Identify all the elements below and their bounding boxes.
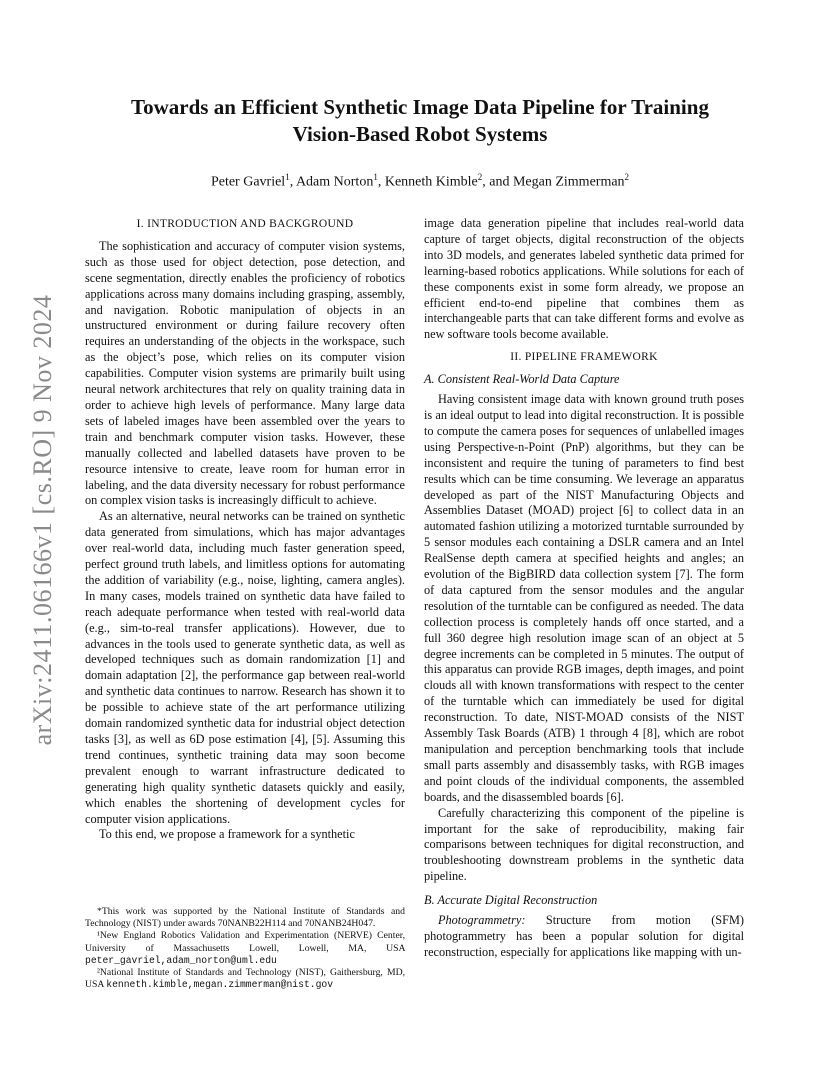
author: Kenneth Kimble <box>384 174 478 190</box>
paragraph: Carefully characterizing this component of the pipeline is important for the sake of reproducibility, making fair comparisons between techniques for digital reconstruction, and troubleshooting downstream problems in the synthetic data pipeline. <box>424 805 744 884</box>
arxiv-identifier <box>18 285 68 755</box>
author: Megan Zimmerman <box>512 174 625 190</box>
section-heading-introduction: I. INTRODUCTION AND BACKGROUND <box>136 218 354 230</box>
author-list <box>90 172 750 191</box>
author-separator: , <box>289 174 296 190</box>
paragraph-text: Structure from motion (SFM) photogrammetry has been a popular solution for digital reconstruction, especially for applications like mapping with un- <box>424 913 744 959</box>
footnote-email-1: peter_gavriel,adam_norton@uml.edu <box>85 954 277 966</box>
paper-title-line1: Towards an Efficient Synthetic Image Data Pipeline for Training <box>131 95 709 119</box>
paragraph: Having consistent image data with known ground truth poses is an ideal output to lead into digital reconstruction. It is possible to compute the camera poses for sequences of unlabelled images using Perspective-n-Point (PnP) algorithms, but they can be inconsistent and require the tuning of parameters to find best results which can be time consuming. We leverage an apparatus developed as part of the NIST Manufacturing Objects and Assemblies Dataset (MOAD) project [6] to collect data in an automated fashion utilizing a motorized turntable surrounded by 5 sensor modules each containing a DSLR camera and an Intel RealSense depth camera at specified heights and angles; an evolution of the BigBIRD data collection system [7]. The form of data captured from the sensor modules and the angular resolution of the turntable can be configured as needed. The data collection process is completely hands off once started, and a full 360 degree high resolution image scan of an object at 5 degree increments can be completed in 5 minutes. The output of this apparatus can provide RGB images, depth images, and point clouds all with known transformations with respect to the center of the turntable which can immediately be used for digital reconstruction. To date, NIST-MOAD consists of the NIST Assembly Task Boards (ATB) 1 through 4 [8], which are robot manipulation and perception benchmarking tools that include small parts assembly and disassembly tasks, with RGB images and point clouds of the individual components, the assembled boards, and the disassembled boards [6]. <box>424 392 744 804</box>
subsection-heading-b: B. Accurate Digital Reconstruction <box>424 893 598 908</box>
subsection-heading-a: A. Consistent Real-World Data Capture <box>424 372 620 387</box>
footnote-affiliation-2-text: ²National Institute of Standards and Technology (NIST), Gaithersburg, MD, USA <box>85 967 405 991</box>
footnotes <box>85 906 405 991</box>
section-heading-pipeline: II. PIPELINE FRAMEWORK <box>510 351 658 364</box>
arxiv-identifier-text: arXiv:2411.06166v1 [cs.RO] 9 Nov 2024 <box>28 294 57 746</box>
author-affiliation: 1 <box>285 172 290 182</box>
author: Peter Gavriel <box>210 174 286 190</box>
paragraph: image data generation pipeline that includes real-world data capture of target objects, digital reconstruction of the objects into 3D models, and generates labeled synthetic data primed for learning-based robotics applications. While solutions for each of these components exist in some form already, we propose an efficient end-to-end pipeline that combines them as interchangeable parts that can take different forms and evolve as new software tools become available. <box>424 216 744 342</box>
footnote-affiliation-1-text: ¹New England Robotics Validation and Experimentation (NERVE) Center, University of Massachusetts Lowell, Lowell, MA, USA <box>85 930 405 954</box>
paragraph: To this end, we propose a framework for a synthetic <box>99 827 355 842</box>
author-affiliation: 2 <box>624 172 630 182</box>
paragraph: As an alternative, neural networks can be trained on synthetic data generated from simulations, which has major advantages over real-world data, including much faster generation speed, perfect ground truth labels, and limitless options for automating the addition of variability (e.g., noise, lighting, camera angles). In many cases, models trained on synthetic data have failed to reach adequate performance when tested with real-world data (e.g., sim-to-real transfer applications). However, due to advances in the tools used to generate synthetic data, as well as developed techniques such as domain randomization [1] and domain adaptation [2], the performance gap between real-world and synthetic data continues to narrow. Research has shown it to be possible to achieve state of the art performance utilizing domain randomized synthetic data for industrial object detection tasks [3], as well as 6D pose estimation [4], [5]. Assuming this trend continues, synthetic training data may soon become prevalent enough to warrant infrastructure dedicated to generating high quality synthetic datasets quickly and easily, which enables the shortening of development cycles for computer vision applications. <box>85 509 405 826</box>
right-column <box>424 216 744 961</box>
author: Adam Norton <box>295 174 374 190</box>
paper-title <box>90 94 750 148</box>
paragraph: The sophistication and accuracy of computer vision systems, such as those used for object detection, pose detection, and scene segmentation, directly enables the proficiency of robotics applications across many domains including grasping, assembly, and navigation. Robotic manipulation of objects in an unstructured environment or during failure recovery often requires an understanding of the objects in the workspace, such as the object’s pose, which relies on its computer vision capabilities. Computer vision systems are primarily built using neural network architectures that rely on quality training data in order to achieve high levels of performance. Many large data sets of labeled images have been assembled over the years to train and benchmark computer vision tasks. However, these manually collected and labelled datasets have proven to be resource intensive to create, leave room for human error in labeling, and the data diversity necessary for robust performance on complex vision tasks is increasingly difficult to achieve. <box>85 238 405 508</box>
author-affiliation: 1 <box>373 172 378 182</box>
paper-title-line2: Vision-Based Robot Systems <box>292 122 548 146</box>
author-separator: , <box>377 174 385 190</box>
footnote-email-2: kenneth.kimble,megan.zimmerman@nist.gov <box>106 979 334 991</box>
footnote-affiliation-1 <box>85 930 405 967</box>
footnote-funding: *This work was supported by the National Institute of Standards and Technology (NIST) under awards 70NANB22H114 and 70NANB24H047. <box>85 906 405 930</box>
author-separator: , and <box>482 174 513 190</box>
author-affiliation: 2 <box>477 172 483 182</box>
footnote-affiliation-2 <box>85 967 405 991</box>
paragraph <box>424 913 744 961</box>
paragraph-heading-photogrammetry: Photogrammetry: <box>438 913 526 928</box>
left-column <box>85 216 405 843</box>
